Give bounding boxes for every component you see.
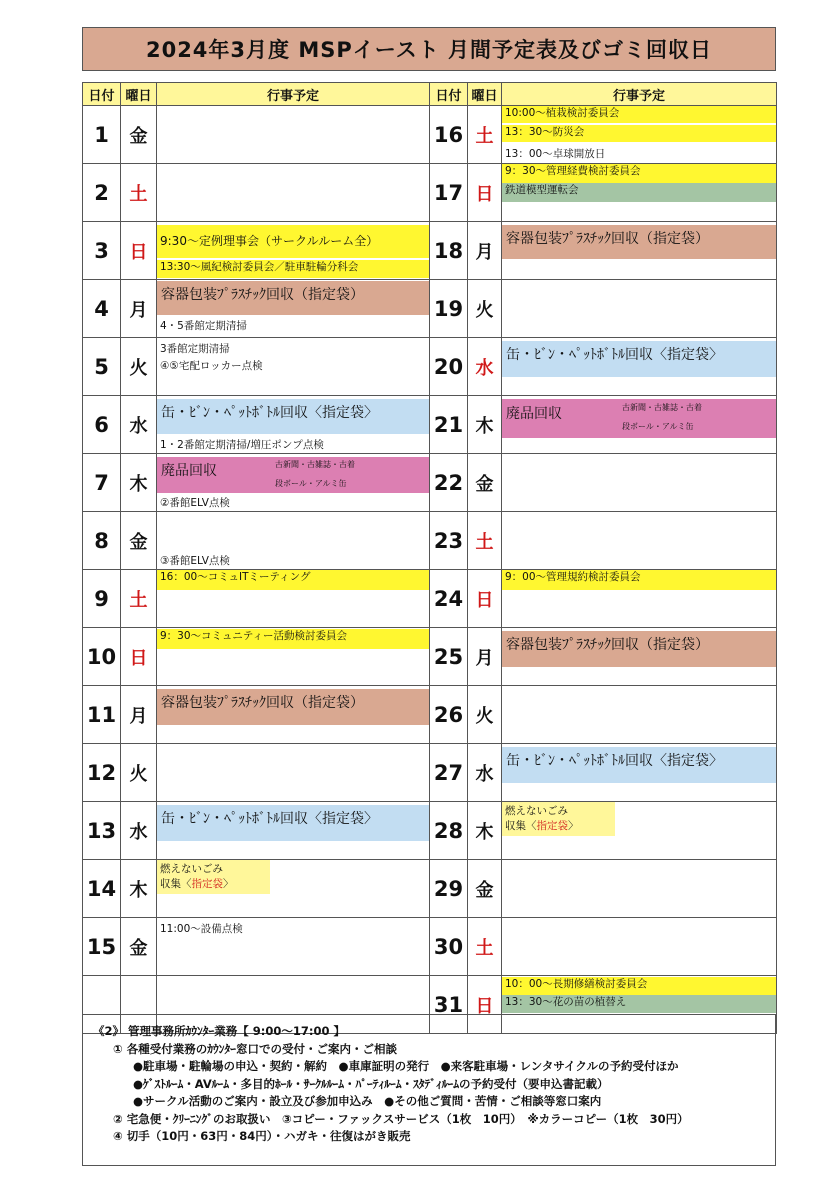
event-bar: 容器包装ﾌﾟﾗｽﾁｯｸ回収（指定袋） bbox=[502, 631, 776, 667]
table-row bbox=[83, 744, 777, 802]
date-cell: 7 bbox=[83, 454, 121, 512]
events-cell bbox=[502, 918, 777, 976]
table-row bbox=[83, 512, 777, 570]
weekday-cell: 水 bbox=[468, 338, 502, 396]
events-cell bbox=[502, 628, 777, 686]
table-row bbox=[83, 396, 777, 454]
table-row bbox=[83, 222, 777, 280]
footer-line: ④ 切手（10円・63円・84円）・ハガキ・往復はがき販売 bbox=[113, 1129, 411, 1143]
date-cell: 16 bbox=[430, 106, 468, 164]
events-cell bbox=[157, 918, 430, 976]
table-row bbox=[83, 570, 777, 628]
events-cell bbox=[502, 222, 777, 280]
event-bar bbox=[157, 457, 429, 493]
weekday-cell: 火 bbox=[121, 338, 157, 396]
events-cell bbox=[157, 454, 430, 512]
events-cell bbox=[502, 802, 777, 860]
events-cell bbox=[157, 106, 430, 164]
event-note: 段ボール・アルミ缶 bbox=[622, 422, 694, 431]
weekday-cell: 日 bbox=[121, 222, 157, 280]
event-title: 廃品回収 bbox=[506, 406, 562, 422]
date-cell: 3 bbox=[83, 222, 121, 280]
weekday-cell: 水 bbox=[121, 396, 157, 454]
table-row bbox=[83, 686, 777, 744]
events-cell bbox=[502, 570, 777, 628]
events-cell bbox=[157, 686, 430, 744]
weekday-cell: 土 bbox=[468, 918, 502, 976]
weekday-cell: 木 bbox=[468, 802, 502, 860]
event-bar: 缶・ﾋﾞﾝ・ﾍﾟｯﾄﾎﾞﾄﾙ回収〈指定袋〉 bbox=[157, 805, 429, 841]
table-row bbox=[83, 106, 777, 164]
weekday-cell: 月 bbox=[121, 686, 157, 744]
date-cell: 24 bbox=[430, 570, 468, 628]
office-services-box bbox=[82, 1014, 776, 1166]
event-text: ②番館ELV点検 bbox=[160, 497, 230, 509]
event-bar: 13：30～防災会 bbox=[502, 125, 776, 142]
events-cell bbox=[502, 512, 777, 570]
event-bar: 9：30～コミュニティー活動検討委員会 bbox=[157, 629, 429, 649]
event-bar: 13：30～花の苗の植替え bbox=[502, 995, 776, 1013]
weekday-cell: 金 bbox=[121, 918, 157, 976]
event-bar: 容器包装ﾌﾟﾗｽﾁｯｸ回収（指定袋） bbox=[157, 689, 429, 725]
table-row bbox=[83, 280, 777, 338]
event-note: 古新聞・古雑誌・古着 bbox=[622, 403, 702, 412]
events-cell bbox=[502, 164, 777, 222]
date-cell: 20 bbox=[430, 338, 468, 396]
date-cell: 31 bbox=[430, 976, 468, 1034]
weekday-cell: 水 bbox=[468, 744, 502, 802]
events-cell bbox=[502, 744, 777, 802]
date-cell: 23 bbox=[430, 512, 468, 570]
date-cell: 27 bbox=[430, 744, 468, 802]
event-bar: 13:30～風紀検討委員会／駐車駐輪分科会 bbox=[157, 260, 429, 278]
events-cell bbox=[502, 106, 777, 164]
event-text: 13：00～卓球開放日 bbox=[505, 148, 606, 160]
date-cell: 10 bbox=[83, 628, 121, 686]
event-text: 収集〈指定袋〉 bbox=[505, 820, 579, 832]
weekday-cell: 水 bbox=[121, 802, 157, 860]
event-text: 燃えないごみ bbox=[160, 863, 223, 875]
weekday-cell: 日 bbox=[468, 570, 502, 628]
event-bar: 鉄道模型運転会 bbox=[502, 183, 776, 202]
weekday-cell: 日 bbox=[468, 976, 502, 1034]
weekday-cell: 月 bbox=[468, 222, 502, 280]
date-cell: 18 bbox=[430, 222, 468, 280]
events-cell bbox=[157, 744, 430, 802]
event-text: 11:00～設備点検 bbox=[160, 923, 243, 935]
date-cell: 6 bbox=[83, 396, 121, 454]
footer-line: ●駐車場・駐輪場の申込・契約・解約 ●車庫証明の発行 ●来客駐車場・レンタサイクルの予約受付ほか bbox=[133, 1059, 679, 1073]
events-cell bbox=[157, 338, 430, 396]
events-cell bbox=[502, 860, 777, 918]
weekday-cell: 木 bbox=[468, 396, 502, 454]
header-weekday: 曜日 bbox=[468, 83, 502, 106]
events-cell bbox=[502, 396, 777, 454]
date-cell: 13 bbox=[83, 802, 121, 860]
table-row bbox=[83, 802, 777, 860]
date-cell: 1 bbox=[83, 106, 121, 164]
date-cell: 25 bbox=[430, 628, 468, 686]
date-cell: 15 bbox=[83, 918, 121, 976]
event-bar: 10：00～長期修繕検討委員会 bbox=[502, 977, 776, 995]
table-row bbox=[83, 860, 777, 918]
date-cell: 30 bbox=[430, 918, 468, 976]
event-bar: 容器包装ﾌﾟﾗｽﾁｯｸ回収（指定袋） bbox=[502, 225, 776, 259]
events-cell bbox=[502, 280, 777, 338]
event-bar: 16：00～コミュITミーティング bbox=[157, 570, 429, 590]
header-row bbox=[83, 83, 777, 106]
events-cell bbox=[502, 454, 777, 512]
weekday-cell: 土 bbox=[121, 570, 157, 628]
events-cell bbox=[157, 802, 430, 860]
event-note: 古新聞・古雑誌・古着 bbox=[275, 460, 355, 469]
event-bar: 9:30～定例理事会（サークルルーム全） bbox=[157, 225, 429, 258]
events-cell bbox=[157, 570, 430, 628]
weekday-cell: 火 bbox=[468, 280, 502, 338]
date-cell: 26 bbox=[430, 686, 468, 744]
event-text: ④⑤宅配ロッカー点検 bbox=[160, 360, 263, 372]
event-bar: 9：30～管理経費検討委員会 bbox=[502, 164, 776, 183]
weekday-cell: 日 bbox=[468, 164, 502, 222]
event-text: 3番館定期清掃 bbox=[160, 343, 230, 355]
weekday-cell: 火 bbox=[468, 686, 502, 744]
weekday-cell: 金 bbox=[121, 106, 157, 164]
event-bar: 缶・ﾋﾞﾝ・ﾍﾟｯﾄﾎﾞﾄﾙ回収〈指定袋〉 bbox=[502, 747, 776, 783]
page-title: 2024年3月度 MSPイースト 月間予定表及びゴミ回収日 bbox=[82, 27, 776, 71]
events-cell bbox=[157, 628, 430, 686]
footer-line: ① 各種受付業務のｶｳﾝﾀｰ窓口での受付・ご案内・ご相談 bbox=[113, 1041, 397, 1056]
weekday-cell: 金 bbox=[468, 860, 502, 918]
header-weekday: 曜日 bbox=[121, 83, 157, 106]
header-events: 行事予定 bbox=[157, 83, 430, 106]
footer-heading: 《2》 管理事務所ｶｳﾝﾀｰ業務【 9:00～17:00 】 bbox=[93, 1024, 345, 1038]
event-text: 収集〈指定袋〉 bbox=[160, 878, 234, 890]
footer-line: ② 宅急便・ｸﾘｰﾆﾝｸﾞのお取扱い ③コピー・ファックスサービス（1枚 10円） ※カラーコピー（1枚 30円） bbox=[113, 1111, 689, 1126]
event-bar: 缶・ﾋﾞﾝ・ﾍﾟｯﾄﾎﾞﾄﾙ回収〈指定袋〉 bbox=[502, 341, 776, 377]
date-cell: 5 bbox=[83, 338, 121, 396]
date-cell: 8 bbox=[83, 512, 121, 570]
weekday-cell: 土 bbox=[121, 164, 157, 222]
events-cell bbox=[157, 396, 430, 454]
table-row bbox=[83, 918, 777, 976]
event-note: 段ボール・アルミ缶 bbox=[275, 479, 347, 488]
header-date: 日付 bbox=[430, 83, 468, 106]
weekday-cell: 木 bbox=[121, 454, 157, 512]
header-date: 日付 bbox=[83, 83, 121, 106]
events-cell bbox=[502, 686, 777, 744]
weekday-cell: 土 bbox=[468, 106, 502, 164]
weekday-cell: 月 bbox=[121, 280, 157, 338]
schedule-table bbox=[82, 82, 777, 1034]
date-cell: 4 bbox=[83, 280, 121, 338]
event-bar: 9：00～管理規約検討委員会 bbox=[502, 570, 776, 590]
footer-line: ●ｹﾞｽﾄﾙｰﾑ・AVﾙｰﾑ・多目的ﾎｰﾙ・ｻｰｸﾙﾙｰﾑ・ﾊﾟｰﾃｨﾙｰﾑ・ｽﾀﾃﾞｨﾙｰﾑの予約受付（要申込書記載） bbox=[133, 1076, 609, 1091]
events-cell bbox=[157, 280, 430, 338]
date-cell: 29 bbox=[430, 860, 468, 918]
table-row bbox=[83, 164, 777, 222]
table-row bbox=[83, 338, 777, 396]
events-cell bbox=[157, 164, 430, 222]
event-bar: 10:00～植栽検討委員会 bbox=[502, 106, 776, 123]
event-bar bbox=[502, 802, 615, 836]
event-text: 4・5番館定期清掃 bbox=[160, 320, 247, 332]
date-cell: 11 bbox=[83, 686, 121, 744]
event-bar bbox=[157, 860, 270, 894]
events-cell bbox=[157, 860, 430, 918]
weekday-cell: 日 bbox=[121, 628, 157, 686]
weekday-cell: 土 bbox=[468, 512, 502, 570]
date-cell: 14 bbox=[83, 860, 121, 918]
event-bar: 容器包装ﾌﾟﾗｽﾁｯｸ回収（指定袋） bbox=[157, 281, 429, 315]
events-cell bbox=[502, 338, 777, 396]
date-cell: 12 bbox=[83, 744, 121, 802]
weekday-cell: 月 bbox=[468, 628, 502, 686]
weekday-cell: 木 bbox=[121, 860, 157, 918]
event-text: 1・2番館定期清掃/増圧ポンプ点検 bbox=[160, 439, 324, 451]
table-row bbox=[83, 454, 777, 512]
event-bar: 缶・ﾋﾞﾝ・ﾍﾟｯﾄﾎﾞﾄﾙ回収〈指定袋〉 bbox=[157, 399, 429, 434]
table-row bbox=[83, 628, 777, 686]
date-cell: 19 bbox=[430, 280, 468, 338]
event-title: 廃品回収 bbox=[161, 463, 217, 479]
events-cell bbox=[157, 222, 430, 280]
weekday-cell: 火 bbox=[121, 744, 157, 802]
footer-line: ●サークル活動のご案内・設立及び参加申込み ●その他ご質問・苦情・ご相談等窓口案内 bbox=[133, 1094, 602, 1108]
weekday-cell: 金 bbox=[468, 454, 502, 512]
event-bar bbox=[502, 399, 776, 438]
date-cell: 17 bbox=[430, 164, 468, 222]
date-cell: 28 bbox=[430, 802, 468, 860]
event-text: 燃えないごみ bbox=[505, 805, 568, 817]
date-cell: 22 bbox=[430, 454, 468, 512]
header-events: 行事予定 bbox=[502, 83, 777, 106]
events-cell bbox=[157, 512, 430, 570]
weekday-cell: 金 bbox=[121, 512, 157, 570]
date-cell: 9 bbox=[83, 570, 121, 628]
event-text: ③番館ELV点検 bbox=[160, 555, 230, 567]
date-cell: 2 bbox=[83, 164, 121, 222]
date-cell: 21 bbox=[430, 396, 468, 454]
